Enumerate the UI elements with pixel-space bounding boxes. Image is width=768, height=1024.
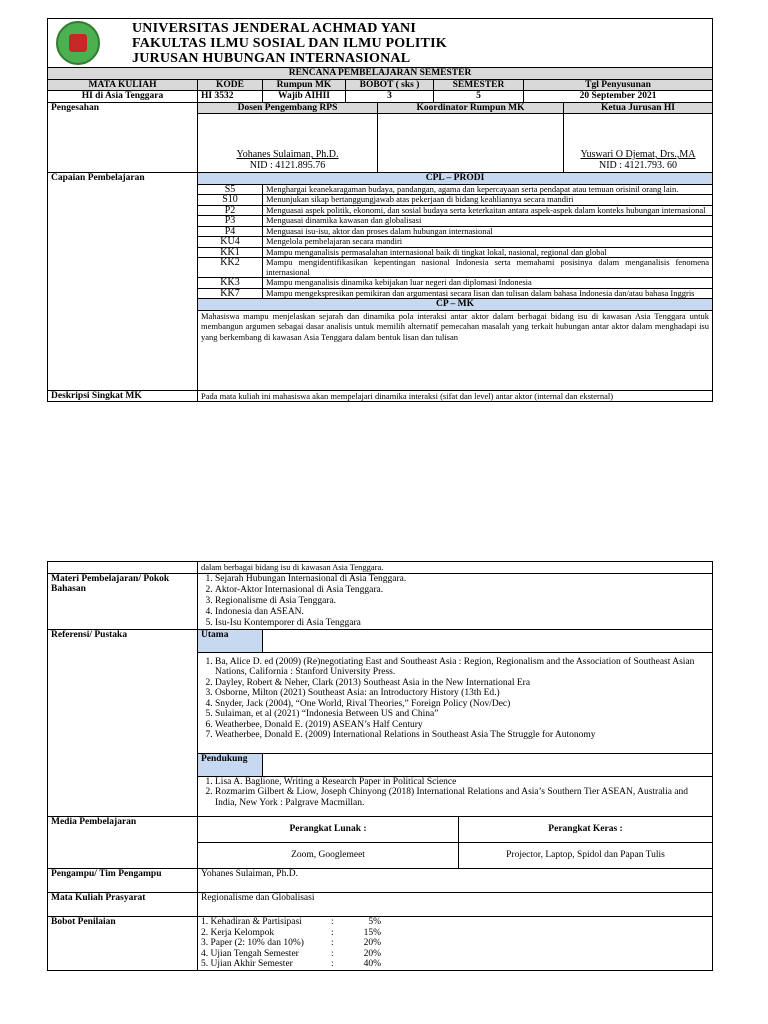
- bobot-item-value: 40%: [363, 959, 381, 969]
- ketua-nid: NID : 4121.793. 60: [598, 159, 678, 171]
- bobot-item-name: 4. Ujian Tengah Semester: [201, 948, 299, 959]
- cpmk-text: Mahasiswa mampu menjelaskan sejarah dan dinamika pola interaksi antar aktor dalam berbagai bidang isu di kawasan Asia Tenggara untuk membangun argumen sebagai dasar analisis untuk memilih alternatif pemecahan masalah yang terkait hubungan antar aktor dalam menghadapi isu yang berkembang di kawasan Asia Tenggara dalam bentuk lisan dan tulisan: [198, 310, 713, 390]
- list-item: 7. Weatherbee, Donald E. (2009) International Relations in Southeast Asia The Struggle for Autonomy: [215, 730, 709, 741]
- faculty-name: FAKULTAS ILMU SOSIAL DAN ILMU POLITIK: [132, 36, 447, 51]
- col-mata-kuliah: MATA KULIAH: [48, 79, 198, 91]
- cpl-text: Mengelola pembelajaran secara mandiri: [263, 237, 713, 248]
- bobot-item-value: 5%: [368, 917, 381, 927]
- perangkat-lunak-label: Perangkat Lunak :: [198, 817, 459, 843]
- perangkat-keras-value: Projector, Laptop, Spidol dan Papan Tulis: [459, 843, 713, 869]
- bobot-item-value: 20%: [363, 948, 381, 959]
- doc-title: RENCANA PEMBELAJARAN SEMESTER: [48, 68, 713, 80]
- bobot-item-name: 3. Paper (2: 10% dan 10%): [201, 938, 304, 948]
- bobot-item: 3. Paper (2: 10% dan 10%) : 20%: [201, 938, 381, 948]
- list-item: 3. Osborne, Milton (2021) Southeast Asia: an Introductory History (13th Ed.): [215, 688, 709, 699]
- col-rumpun: Rumpun MK: [263, 79, 346, 91]
- pendukung-label: Pendukung: [198, 753, 263, 776]
- cpl-text: Menghargai keanekaragaman budaya, pandangan, agama dan kepercayaan serta pendapat atau temuan orisinil orang lain.: [263, 184, 713, 195]
- pengesahan-label: Pengesahan: [48, 102, 198, 173]
- pendukung-list: [201, 777, 709, 809]
- dosen-name: Yohanes Sulaiman, Ph.D.: [236, 149, 339, 160]
- dosen-label: Dosen Pengembang RPS: [198, 102, 378, 114]
- val-kode: HI 3532: [198, 91, 263, 103]
- list-item: 3. Regionalisme di Asia Tenggara.: [215, 596, 709, 607]
- university-logo: [48, 19, 108, 67]
- bobot-item-name: 1. Kehadiran & Partisipasi: [201, 917, 302, 927]
- list-item: 2. Dayley, Robert & Neher, Clark (2013) Southeast Asia in the New International Era: [215, 678, 709, 689]
- bobot-label: Bobot Penilaian: [48, 917, 198, 971]
- cpl-text: Mampu menganalisis dinamika kebijakan luar negeri dan diplomasi Indonesia: [263, 278, 713, 289]
- list-item: 2. Rozmarim Gilbert & Liow, Joseph Chinyong (2018) International Relations and Asia’s Southern Tier ASEAN, Australia and India, New York : Palgrave Macmillan.: [215, 787, 709, 808]
- cpl-code: P4: [198, 226, 263, 237]
- cpl-text: Mampu mengekspresikan pemikiran dan argumentasi secara lisan dan tulisan dalam bahasa Indonesia dan/atau bahasa Inggris: [263, 288, 713, 299]
- utama-list: [201, 657, 709, 741]
- cpl-code: KK7: [198, 288, 263, 299]
- bobot-item: 1. Kehadiran & Partisipasi : 5%: [201, 917, 381, 927]
- bobot-item: 2. Kerja Kelompok : 15%: [201, 927, 381, 938]
- department-name: JURUSAN HUBUNGAN INTERNASIONAL: [132, 51, 411, 66]
- list-item: 1. Sejarah Hubungan Internasional di Asia Tenggara.: [215, 574, 709, 585]
- cpl-code: KK1: [198, 247, 263, 258]
- ketua-label: Ketua Jurusan HI: [564, 102, 713, 114]
- university-name: UNIVERSITAS JENDERAL ACHMAD YANI: [132, 21, 416, 36]
- bobot-item: 4. Ujian Tengah Semester : 20%: [201, 948, 381, 959]
- val-tgl: 20 September 2021: [524, 91, 713, 103]
- rps-header-table: [47, 18, 713, 103]
- referensi-label: Referensi/ Pustaka: [48, 629, 198, 817]
- pengampu-value: Yohanes Sulaiman, Ph.D.: [198, 869, 713, 893]
- prasyarat-label: Mata Kuliah Prasyarat: [48, 893, 198, 917]
- bobot-list: [198, 917, 713, 971]
- cpl-code: KK3: [198, 278, 263, 289]
- pengesahan-table: [47, 102, 713, 174]
- cpl-text: Mampu mengidentifikasikan kepentingan nasional Indonesia serta memahami posisinya dalam menganalisis fenomena internasional: [263, 258, 713, 278]
- prasyarat-value: Regionalisme dan Globalisasi: [198, 893, 713, 917]
- materi-label: Materi Pembelajaran/ Pokok Bahasan: [48, 573, 198, 629]
- cpl-title: CPL – PRODI: [198, 173, 713, 185]
- list-item: 1. Ba, Alice D. ed (2009) (Re)negotiating East and Southeast Asia : Region, Regionalism and the Association of Southeast Asian Nations, California : Stanford University Press.: [215, 657, 709, 678]
- cpl-text: Mampu menganalisis permasalahan internasional baik di tingkat lokal, nasional, regional dan global: [263, 247, 713, 258]
- bobot-item-value: 20%: [363, 938, 381, 948]
- ketua-name: Yuswari O Djemat, Drs.,MA: [580, 149, 696, 160]
- media-label: Media Pembelajaran: [48, 817, 198, 869]
- col-bobot: BOBOT ( sks ): [346, 79, 434, 91]
- list-item: 4. Indonesia dan ASEAN.: [215, 607, 709, 618]
- koordinator-label: Koordinator Rumpun MK: [378, 102, 564, 114]
- col-semester: SEMESTER: [434, 79, 524, 91]
- perangkat-lunak-value: Zoom, Googlemeet: [198, 843, 459, 869]
- koordinator-signature: [378, 114, 564, 173]
- page-1: [47, 18, 712, 402]
- bobot-item: 5. Ujian Akhir Semester : 40%: [201, 959, 381, 969]
- logo-emblem-icon: [56, 21, 100, 65]
- dosen-nid: NID : 4121.895.76: [249, 159, 326, 171]
- capaian-label: Capaian Pembelajaran: [48, 173, 198, 391]
- cpl-code: S10: [198, 195, 263, 206]
- pengampu-label: Pengampu/ Tim Pengampu: [48, 869, 198, 893]
- materi-list: [201, 574, 709, 629]
- list-item: 2. Aktor-Aktor Internasional di Asia Tenggara.: [215, 585, 709, 596]
- cpl-text: Menunjukan sikap bertanggungjawab atas pekerjaan di bidang keahliannya secara mandiri: [263, 195, 713, 206]
- cpl-code: P2: [198, 205, 263, 216]
- capaian-table: [47, 172, 713, 402]
- bobot-item-name: 5. Ujian Akhir Semester: [201, 959, 293, 969]
- val-semester: 5: [434, 91, 524, 103]
- val-bobot: 3: [346, 91, 434, 103]
- cpl-code: P3: [198, 216, 263, 227]
- cpl-code: KU4: [198, 237, 263, 248]
- cpl-text: Menguasai aspek politik, ekonomi, dan sosial budaya serta keterkaitan antara aspek-aspek dalam konteks hubungan internasional: [263, 205, 713, 216]
- list-item: 5. Isu-Isu Kontemporer di Asia Tenggara: [215, 618, 709, 629]
- list-item: 5. Sulaiman, et al (2021) “Indonesia Between US and China”: [215, 709, 709, 720]
- list-item: 6. Weatherbee, Donald E. (2019) ASEAN’s Half Century: [215, 720, 709, 731]
- deskripsi-label: Deskripsi Singkat MK: [48, 390, 198, 402]
- utama-label: Utama: [198, 629, 263, 652]
- val-rumpun: Wajib AIHII: [263, 91, 346, 103]
- cpl-text: Menguasai dinamika kawasan dan globalisasi: [263, 216, 713, 227]
- bobot-item-name: 2. Kerja Kelompok: [201, 927, 275, 938]
- rps-detail-table: [47, 561, 713, 971]
- cpl-code: KK2: [198, 258, 263, 278]
- bobot-item-value: 15%: [363, 927, 381, 938]
- val-mata-kuliah: HI di Asia Tenggara: [48, 91, 198, 103]
- col-kode: KODE: [198, 79, 263, 91]
- cpl-code: S5: [198, 184, 263, 195]
- cpl-text: Menguasai isu-isu, aktor dan proses dalam hubungan internasional: [263, 226, 713, 237]
- cpmk-title: CP – MK: [198, 299, 713, 311]
- list-item: 1. Lisa A. Baglione, Writing a Research Paper in Political Science: [215, 777, 709, 788]
- list-item: 4. Snyder, Jack (2004), “One World, Rival Theories,” Foreign Policy (Nov/Dec): [215, 699, 709, 710]
- col-tgl: Tgl Penyusunan: [524, 79, 713, 91]
- perangkat-keras-label: Perangkat Keras :: [459, 817, 713, 843]
- page-2: [47, 561, 712, 971]
- deskripsi-continued: dalam berbagai bidang isu di kawasan Asia Tenggara.: [198, 562, 713, 574]
- deskripsi-text: Pada mata kuliah ini mahasiswa akan mempelajari dinamika interaksi (sifat dan level) antar aktor (internal dan eksternal): [198, 390, 713, 402]
